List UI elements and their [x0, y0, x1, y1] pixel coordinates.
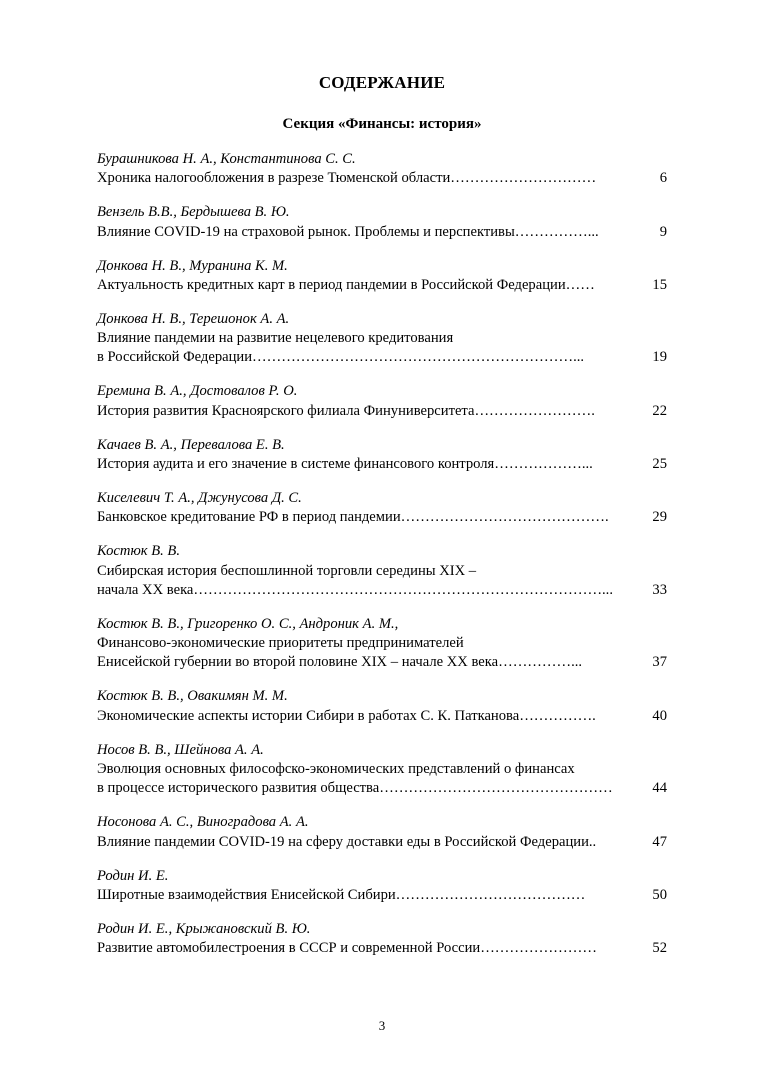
page-title: СОДЕРЖАНИЕ: [318, 73, 446, 92]
toc-entry-page-number: 40: [652, 707, 667, 724]
toc-entry-authors: Еремина В. А., Достовалов Р. О.: [97, 383, 298, 400]
toc-entry-authors: Киселевич Т. А., Джунусова Д. С.: [97, 489, 302, 506]
toc-entry-authors: Костюк В. В.: [97, 543, 180, 560]
toc-entry-authors: Вензель В.В., Бердышева В. Ю.: [97, 204, 290, 221]
toc-entry: [97, 203, 667, 242]
toc-entry-title-line: Банковское кредитование РФ в период пандемии…………………………………….: [97, 509, 609, 526]
toc-entry-page-number: 25: [652, 456, 667, 472]
toc-entry: [97, 920, 667, 959]
toc-entry-page-number: 47: [652, 833, 667, 850]
section-title: Секция «Финансы: история»: [282, 116, 482, 132]
toc-entry: [97, 150, 667, 189]
toc-entry-title-line: Влияние пандемии на развитие нецелевого кредитования: [97, 330, 454, 347]
toc-entry-authors: Донкова Н. В., Муранина К. М.: [97, 257, 288, 274]
toc-entry-title-line: Развитие автомобилестроения в СССР и современной России……………………: [97, 940, 597, 957]
toc-entry-title-line: Сибирская история беспошлинной торговли середины XIX –: [97, 562, 477, 579]
toc-entry-authors: Костюк В. В., Овакимян М. М.: [97, 688, 288, 705]
toc-entry-authors: Родин И. Е., Крыжановский В. Ю.: [97, 920, 311, 937]
toc-entry-title-line: Енисейской губернии во второй половине XIX – начале XX века……………...: [97, 654, 583, 671]
toc-entry: [97, 489, 667, 528]
toc-entry-authors: Качаев В. А., Перевалова Е. В.: [97, 436, 285, 453]
toc-entry-title-line: Влияние COVID-19 на страховой рынок. Проблемы и перспективы……………...: [97, 223, 599, 240]
toc-entry: [97, 310, 667, 368]
toc-entry-page-number: 37: [652, 654, 667, 671]
toc-entry-title-line: в Российской Федерации…………………………………………………………...: [97, 349, 585, 366]
toc-entry-page-number: 19: [652, 349, 667, 366]
toc-entry: [97, 687, 667, 726]
toc-entry-page-number: 44: [652, 780, 667, 797]
toc-entry-authors: Носонова А. С., Виноградова А. А.: [97, 814, 309, 831]
toc-entry-page-number: 29: [652, 509, 667, 526]
toc-entry-page-number: 52: [652, 940, 667, 957]
toc-entry-title-line: Экономические аспекты истории Сибири в работах С. К. Патканова…………….: [97, 707, 596, 724]
toc-entry: [97, 615, 667, 673]
toc-entry-title-line: Актуальность кредитных карт в период пандемии в Российской Федерации……: [97, 276, 595, 293]
toc-entry-title-line: История аудита и его значение в системе финансового контроля………………...: [97, 456, 593, 472]
table-of-contents: [97, 150, 667, 973]
toc-entry: [97, 813, 667, 852]
toc-entry: [97, 741, 667, 799]
toc-entry-page-number: 9: [659, 223, 667, 240]
toc-entry-title-line: начала XX века…………………………………………………………………………...: [97, 581, 613, 598]
toc-entry-authors: Донкова Н. В., Терешонок А. А.: [97, 310, 290, 327]
toc-entry: [97, 382, 667, 421]
toc-entry-title-line: Влияние пандемии COVID-19 на сферу доставки еды в Российской Федерации..: [97, 833, 597, 850]
toc-entry-title-line: Хроника налогообложения в разрезе Тюменской области…………………………: [97, 170, 597, 187]
toc-entry-title-line: в процессе исторического развития общества…………………………………………: [97, 780, 613, 797]
toc-entry-page-number: 33: [652, 581, 667, 598]
toc-entry: [97, 542, 667, 600]
page-number: 3: [378, 1018, 386, 1033]
toc-entry-authors: Костюк В. В., Григоренко О. С., Андроник А. М.,: [97, 615, 399, 632]
toc-entry-title-line: Эволюция основных философско-экономических представлений о финансах: [97, 761, 575, 777]
toc-entry-authors: Родин И. Е.: [97, 867, 169, 884]
toc-entry-page-number: 22: [652, 402, 667, 419]
toc-entry-authors: Бурашникова Н. А., Константинова С. С.: [97, 151, 356, 167]
toc-entry-title-line: Широтные взаимодействия Енисейской Сибири…………………………………: [97, 886, 586, 903]
toc-entry-title-line: История развития Красноярского филиала Финуниверситета…………………….: [97, 402, 595, 419]
toc-entry: [97, 867, 667, 906]
toc-entry-title-line: Финансово-экономические приоритеты предпринимателей: [97, 635, 464, 652]
toc-entry: [97, 257, 667, 296]
toc-entry-page-number: 6: [659, 170, 667, 187]
toc-entry: [97, 436, 667, 475]
toc-entry-page-number: 15: [652, 276, 667, 293]
toc-entry-page-number: 50: [652, 886, 667, 903]
toc-entry-authors: Носов В. В., Шейнова А. А.: [97, 741, 264, 758]
